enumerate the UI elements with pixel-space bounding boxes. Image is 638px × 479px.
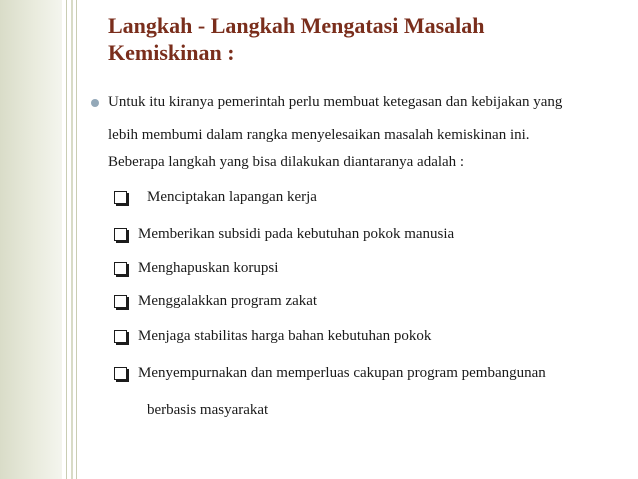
slide-title-line-1: Langkah - Langkah Mengatasi Masalah xyxy=(108,13,485,38)
checkbox-bullet-icon xyxy=(114,367,127,380)
list-item xyxy=(113,225,628,243)
list-item-text: Menggalakkan program zakat xyxy=(138,293,318,309)
list-item xyxy=(113,292,628,310)
decorative-rule xyxy=(71,0,73,479)
list-item xyxy=(113,188,628,206)
intro-text-line-3: Beberapa langkah yang bisa dilakukan diantaranya adalah : xyxy=(108,154,465,170)
checkbox-bullet-icon xyxy=(114,330,127,343)
checkbox-bullet-icon xyxy=(114,191,127,204)
slide-title xyxy=(108,12,608,66)
list-item-text: Menciptakan lapangan kerja xyxy=(147,189,317,205)
decorative-left-band xyxy=(0,0,62,479)
intro-text-line-2: lebih membumi dalam rangka menyelesaikan masalah kemiskinan ini. xyxy=(108,127,530,143)
checkbox-bullet-icon xyxy=(114,262,127,275)
bullet-dot-icon xyxy=(91,99,99,107)
list-item xyxy=(113,259,628,277)
list-item-text: Memberikan subsidi pada kebutuhan pokok manusia xyxy=(138,226,455,242)
slide-title-line-2: Kemiskinan : xyxy=(108,40,235,65)
decorative-rule xyxy=(76,0,77,479)
list-item xyxy=(113,364,628,382)
intro-text-line-1: Untuk itu kiranya pemerintah perlu membuat ketegasan dan kebijakan yang xyxy=(108,94,563,110)
decorative-rule xyxy=(66,0,67,479)
list-item-text: Menyempurnakan dan memperluas cakupan program pembangunan xyxy=(138,365,546,381)
list-item-continuation: berbasis masyarakat xyxy=(147,402,269,418)
list-item xyxy=(113,327,628,345)
list-item-text: Menjaga stabilitas harga bahan kebutuhan pokok xyxy=(138,328,432,344)
checkbox-bullet-icon xyxy=(114,295,127,308)
list-item-text: Menghapuskan korupsi xyxy=(138,260,279,276)
checkbox-bullet-icon xyxy=(114,228,127,241)
